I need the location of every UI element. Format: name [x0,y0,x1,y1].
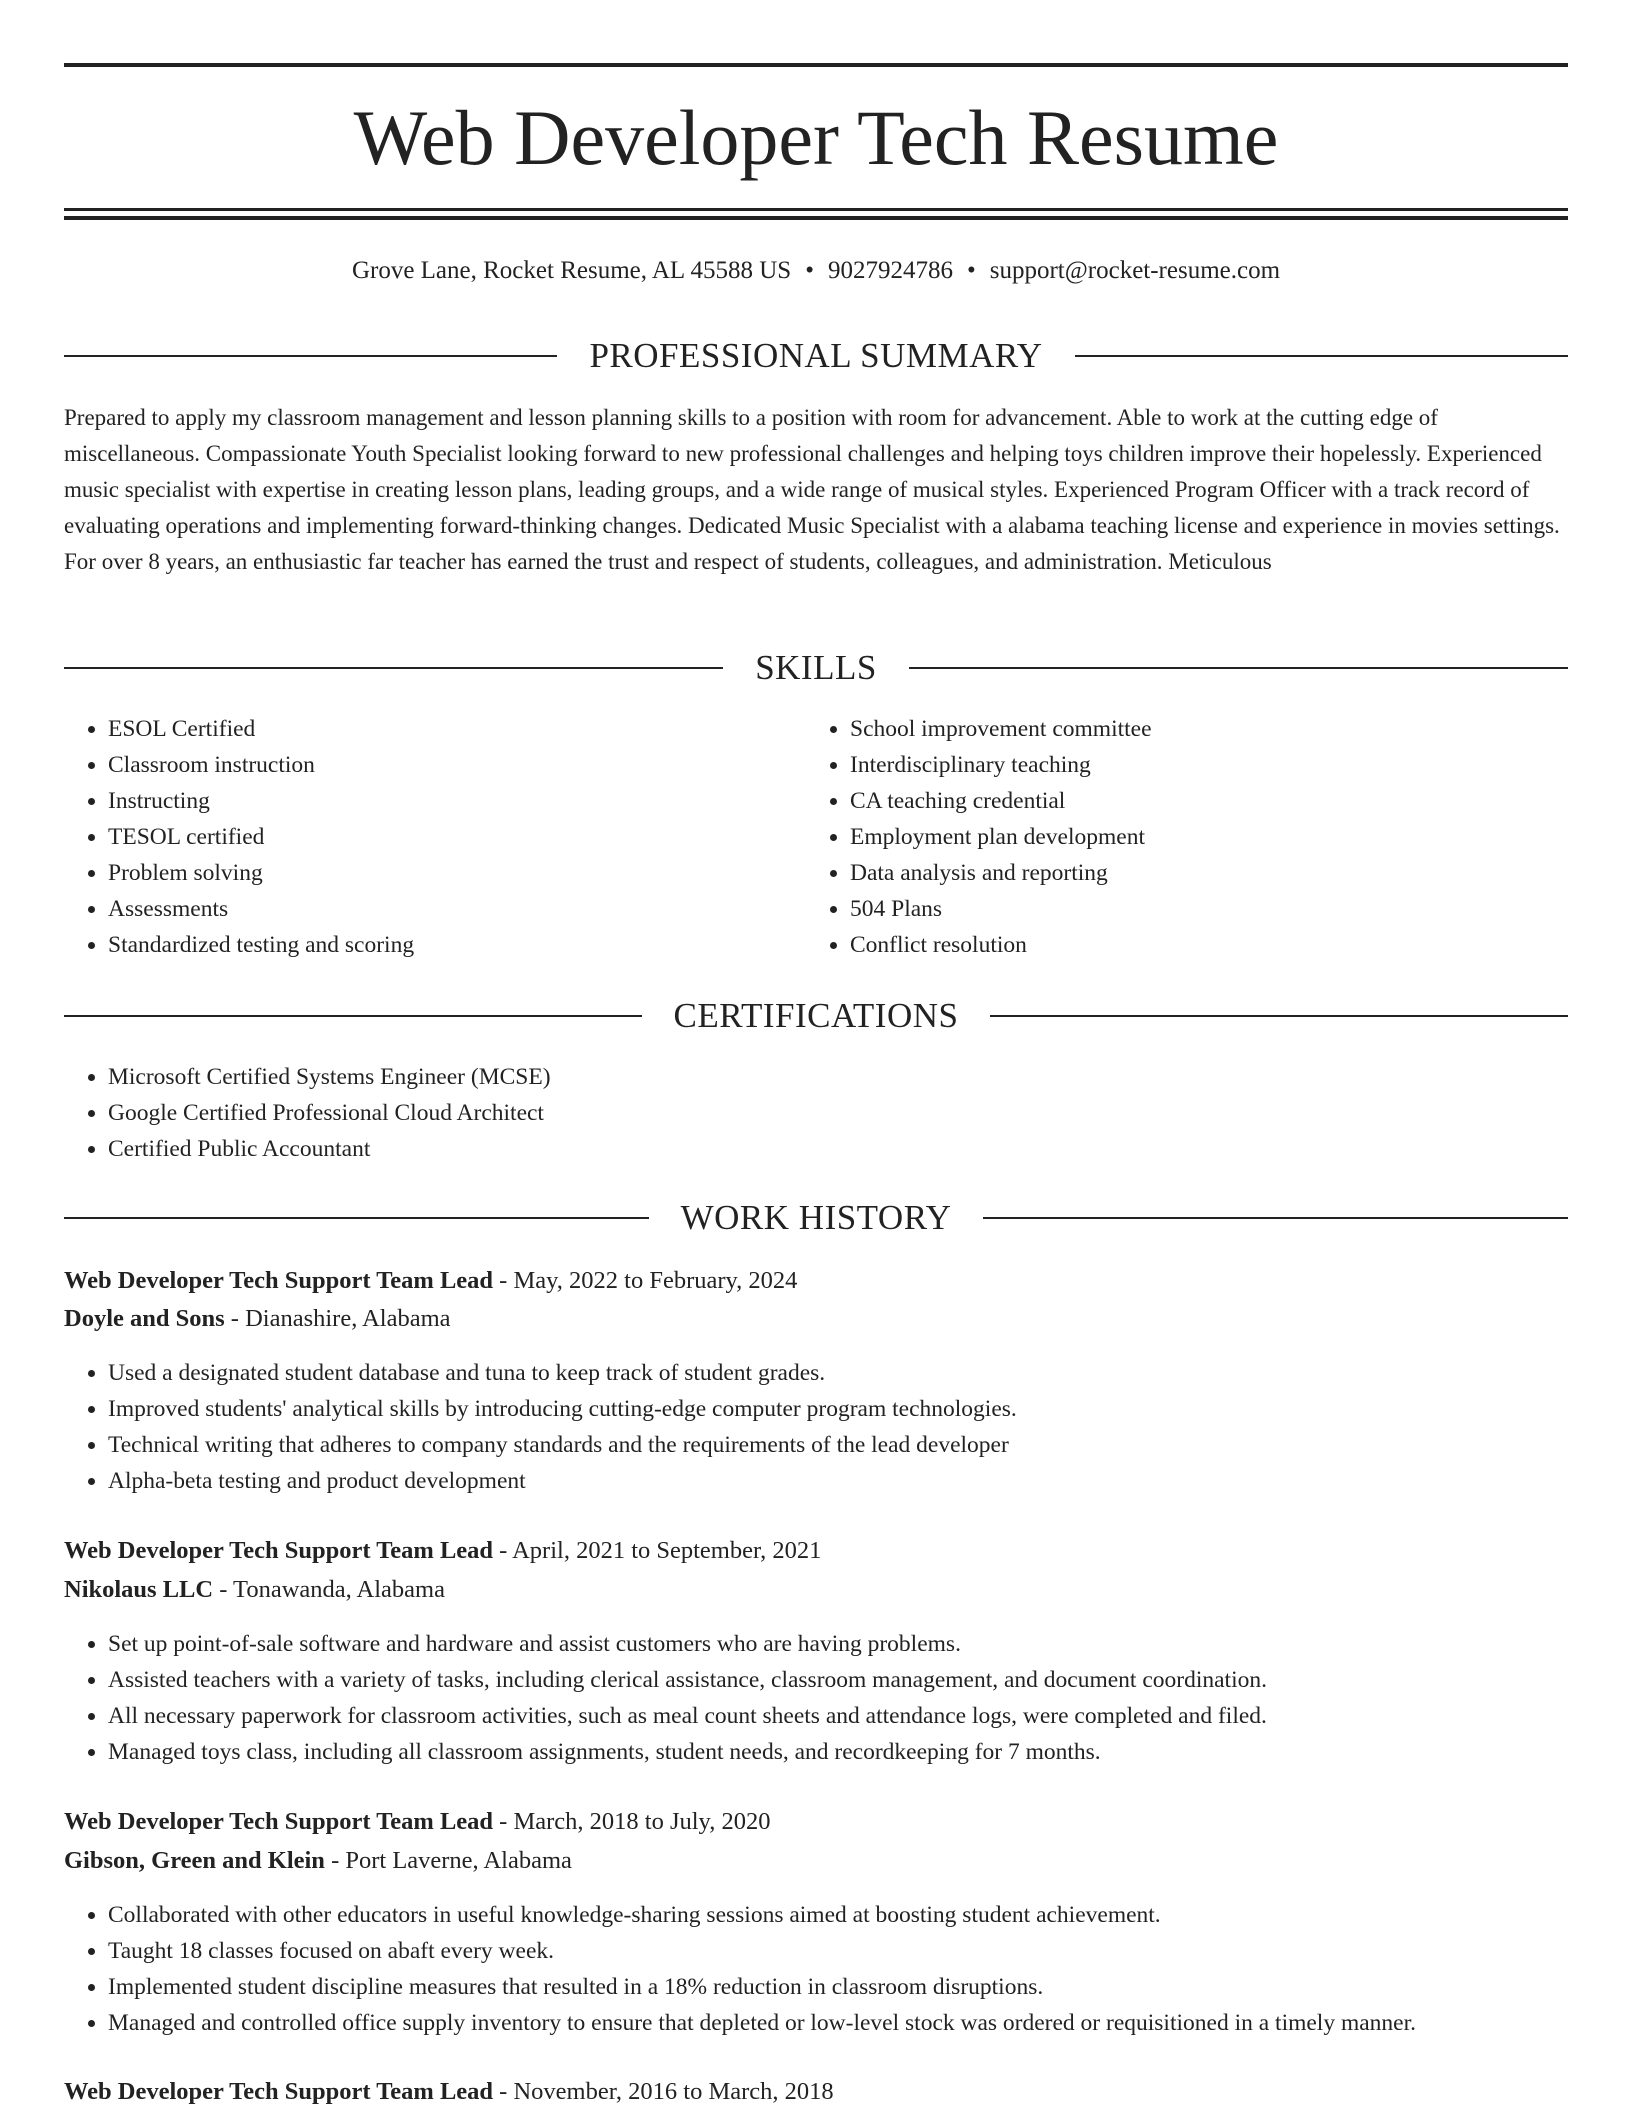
contact-address: Grove Lane, Rocket Resume, AL 45588 US [351,257,792,284]
job-title-line [64,1263,1568,1299]
contact-phone: 9027924786 [827,257,953,284]
job-bullet: • Implemented student discipline measures that resulted in a 18% reduction in classroom disruptions. [108,1969,1608,2005]
skill-item: • Assessments [108,891,808,927]
skills-heading-label: SKILLS [755,648,877,687]
certifications-heading-label: CERTIFICATIONS [673,996,959,1035]
certifications-list [64,1059,1508,1167]
summary-text: Prepared to apply my classroom management and lesson planning skills to a position with room for advancement. Able to work at the cutting edge of miscellaneous. Compassionate Youth Specialist looking forward to new professional challenges and helping toys children improve their hopelessly. Experienced music specialist with expertise in creating lesson plans, leading groups, and a wide range of musical styles. Experienced Program Officer with a track record of evaluating operations and implementing forward-thinking changes. Dedicated Music Specialist with a alabama teaching license and experience in movies settings. For over 8 years, an enthusiastic far teacher has earned the trust and respect of students, colleagues, and administration. Meticulous [64,405,1560,574]
heading-rule [983,1217,1568,1219]
heading-rule [1075,355,1568,357]
job-dates: - April, 2021 to September, 2021 [493,1537,822,1564]
job-bullet: • Technical writing that adheres to company standards and the requirements of the lead developer [108,1427,1568,1463]
resume-title: Web Developer Tech Resume [353,94,1279,181]
job-bullet: • Alpha-beta testing and product development [108,1463,1568,1499]
job-bullet: • Set up point-of-sale software and hardware and assist customers who are having problems. [108,1626,1568,1662]
skill-item: • Instructing [108,783,808,819]
summary-heading-label: PROFESSIONAL SUMMARY [589,336,1043,375]
skill-item: • Standardized testing and scoring [108,927,808,963]
skill-item: • ESOL Certified [108,711,808,747]
title-rule-lower [64,216,1568,220]
job-dates: - March, 2018 to July, 2020 [493,1808,771,1835]
heading-rule [64,1015,642,1017]
contact-line [64,254,1568,288]
certification-item: • Microsoft Certified Systems Engineer (MCSE) [108,1059,1508,1095]
job-bullet: • Used a designated student database and tuna to keep track of student grades. [108,1355,1568,1391]
job-title: Web Developer Tech Support Team Lead [64,2078,494,2105]
job-bullet: • Improved students' analytical skills by introducing cutting-edge computer program technologies. [108,1391,1568,1427]
job-title-line [64,1533,1568,1569]
contact-separator: • [966,257,976,284]
job-location: - Tonawanda, Alabama [213,1576,445,1603]
contact-separator: • [805,257,814,284]
certification-item: • Google Certified Professional Cloud Architect [108,1095,1508,1131]
job-company: Doyle and Sons [64,1305,225,1332]
skill-item: • 504 Plans [850,891,1550,927]
job-bullets [64,1355,1568,1499]
job-bullet: • Collaborated with other educators in useful knowledge-sharing sessions aimed at boosting student achievement. [108,1897,1608,1933]
skill-item: • Data analysis and reporting [850,855,1550,891]
skill-item: • TESOL certified [108,819,808,855]
heading-rule [990,1015,1568,1017]
heading-rule [909,667,1568,669]
job-location: - Dianashire, Alabama [224,1305,451,1332]
skills-list-left [64,711,808,963]
skill-item: • School improvement committee [850,711,1550,747]
skills-list-right [806,711,1550,963]
job-title: Web Developer Tech Support Team Lead [64,1537,494,1564]
certification-item: • Certified Public Accountant [108,1131,1508,1167]
skill-item: • Problem solving [108,855,808,891]
job-bullet: • All necessary paperwork for classroom activities, such as meal count sheets and attendance logs, were completed and filed. [108,1698,1568,1734]
job-company: Gibson, Green and Klein [64,1847,325,1874]
skill-item: • Classroom instruction [108,747,808,783]
summary-heading [64,336,1568,376]
skill-item: • Interdisciplinary teaching [850,747,1550,783]
title-rule-upper [64,208,1568,211]
job-bullets [64,1897,1608,2041]
skills-heading [64,648,1568,688]
job-location: - Port Laverne, Alabama [324,1847,572,1874]
job-bullet: • Taught 18 classes focused on abaft every week. [108,1933,1608,1969]
job-dates: - November, 2016 to March, 2018 [493,2078,834,2105]
skill-item: • Conflict resolution [850,927,1550,963]
job-title-line [64,1804,1568,1840]
job-bullets [64,1626,1568,1770]
certifications-heading [64,996,1568,1036]
job-company-line [64,1301,1568,1337]
job-company-line [64,1572,1568,1608]
job-title: Web Developer Tech Support Team Lead [64,1808,494,1835]
job-company-line [64,1843,1568,1879]
heading-rule [64,667,723,669]
heading-rule [64,1217,649,1219]
heading-rule [64,355,557,357]
contact-email: support@rocket-resume.com [989,257,1281,284]
job-bullet: • Managed and controlled office supply inventory to ensure that depleted or low-level stock was ordered or requisitioned in a timely manner. [108,2005,1608,2041]
top-rule [64,63,1568,67]
job-company: Nikolaus LLC [64,1576,214,1603]
job-bullet: • Assisted teachers with a variety of tasks, including clerical assistance, classroom management, and document coordination. [108,1662,1568,1698]
job-title: Web Developer Tech Support Team Lead [64,1267,494,1294]
job-dates: - May, 2022 to February, 2024 [493,1267,798,1294]
job-bullet: • Managed toys class, including all classroom assignments, student needs, and recordkeeping for 7 months. [108,1734,1568,1770]
skill-item: • Employment plan development [850,819,1550,855]
skill-item: • CA teaching credential [850,783,1550,819]
work-history-heading [64,1198,1568,1238]
work-history-heading-label: WORK HISTORY [680,1198,952,1237]
job-title-line [64,2074,1568,2110]
